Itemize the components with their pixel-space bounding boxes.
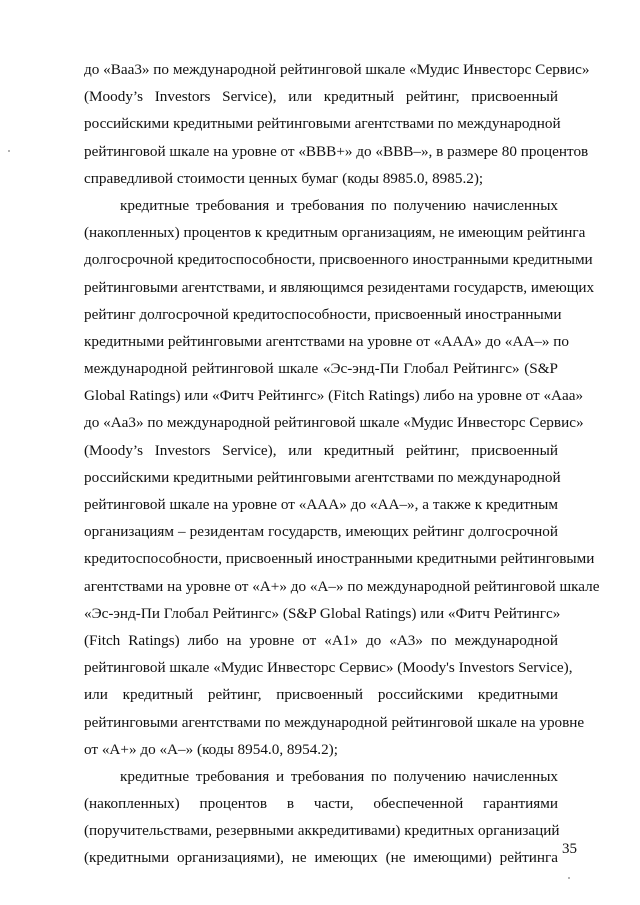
text-line: российскими кредитными рейтинговыми агентствами по международной — [84, 468, 561, 486]
text-line: российскими кредитными рейтинговыми агентствами по международной — [84, 115, 561, 133]
text-line: (накопленных) процентов к кредитным организациям, не имеющим рейтинга — [84, 224, 586, 242]
text-line: кредитными рейтинговыми агентствами на уровне от «AAA» до «AA–» по — [84, 332, 570, 350]
scan-speck — [8, 150, 10, 152]
text-line: долгосрочной кредитоспособности, присвоенного иностранными кредитными — [84, 251, 593, 269]
text-line: справедливой стоимости ценных бумаг (коды 8985.0, 8985.2); — [84, 169, 484, 187]
page-number: 35 — [562, 841, 577, 857]
text-line: (накопленных) процентов в части, обеспеченной гарантиями — [84, 795, 558, 813]
scan-speck — [568, 877, 570, 879]
text-line: (поручительствами, резервными аккредитивами) кредитных организаций — [84, 822, 560, 840]
text-line: международной рейтинговой шкале «Эс-энд-Пи Глобал Рейтингс» (S&P — [84, 360, 558, 378]
text-line: кредитоспособности, присвоенный иностранными кредитными рейтинговыми — [84, 550, 595, 568]
text-line: (Fitch Ratings) либо на уровне от «A1» до «A3» по международной — [84, 631, 558, 649]
text-line: Global Ratings) или «Фитч Рейтингс» (Fitch Ratings) либо на уровне от «Aaa» — [84, 387, 584, 405]
text-line: (Moody’s Investors Service), или кредитный рейтинг, присвоенный — [84, 88, 558, 106]
text-line: до «Aa3» по международной рейтинговой шкале «Мудис Инвесторс Сервис» — [84, 414, 584, 432]
text-line: рейтинговыми агентствами по международной рейтинговой шкале на уровне — [84, 713, 585, 731]
text-line: кредитные требования и требования по получению начисленных — [120, 767, 558, 785]
text-line: «Эс-энд-Пи Глобал Рейтингс» (S&P Global Ratings) или «Фитч Рейтингс» — [84, 604, 561, 622]
text-line: рейтинговой шкале «Мудис Инвесторс Сервис» (Moody's Investors Service), — [84, 659, 573, 677]
text-line: рейтинг долгосрочной кредитоспособности, присвоенный иностранными — [84, 305, 562, 323]
text-line: рейтинговыми агентствами, и являющимся резидентами государств, имеющих — [84, 278, 595, 296]
text-line: рейтинговой шкале на уровне от «BBB+» до «BBB–», в размере 80 процентов — [84, 142, 589, 160]
text-line: кредитные требования и требования по получению начисленных — [120, 196, 558, 214]
text-line: рейтинговой шкале на уровне от «AAA» до «AA–», а также к кредитным — [84, 496, 558, 513]
text-line: до «Ваа3» по международной рейтинговой шкале «Мудис Инвесторс Сервис» — [84, 61, 590, 78]
text-line: (Moody’s Investors Service), или кредитный рейтинг, присвоенный — [84, 441, 558, 459]
text-line: агентствами на уровне от «A+» до «A–» по международной рейтинговой шкале — [84, 577, 600, 595]
text-line: (кредитными организациями), не имеющих (не имеющими) рейтинга — [84, 849, 558, 867]
text-line: организациям – резидентам государств, имеющих рейтинг долгосрочной — [84, 523, 558, 541]
text-line: или кредитный рейтинг, присвоенный российскими кредитными — [84, 686, 558, 704]
text-line: от «A+» до «A–» (коды 8954.0, 8954.2); — [84, 740, 338, 758]
